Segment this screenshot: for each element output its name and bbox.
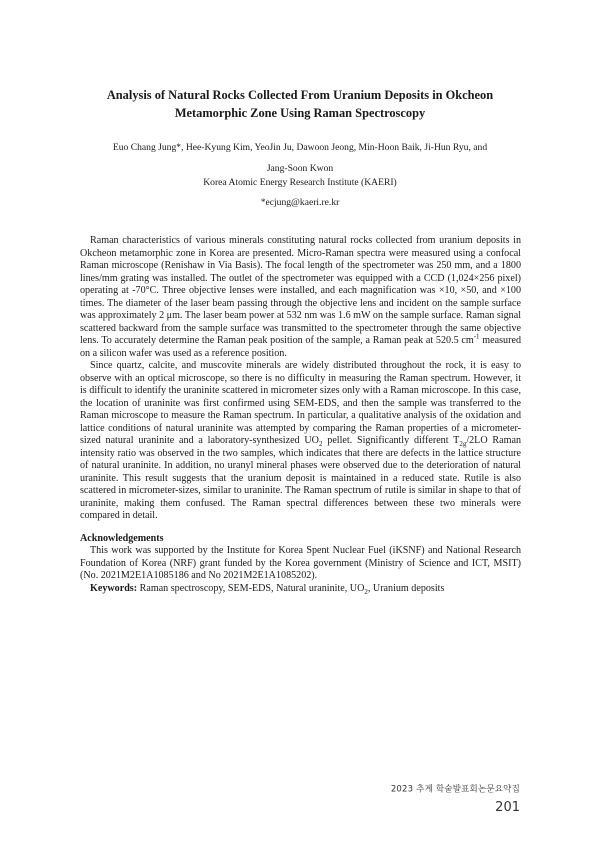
authors-line-1: Euo Chang Jung*, Hee-Kyung Kim, YeoJin Ju, Dawoon Jeong, Min-Hoon Baik, Ji-Hun Ryu, and	[112, 142, 488, 153]
subscript-2g: 2g	[459, 440, 467, 449]
authors-line-2: Jang-Soon Kwon	[266, 163, 334, 174]
superscript-minus-one: -1	[473, 332, 480, 341]
page-number: 201	[495, 800, 520, 815]
abstract-body	[80, 235, 521, 595]
keywords-subscript: 2	[364, 587, 368, 596]
keywords-label: Keywords:	[90, 582, 138, 594]
paragraph-methods-tail: measured on a silicon wafer was used as a reference position.	[80, 335, 521, 359]
subscript-2: 2	[318, 440, 323, 449]
paper-title	[60, 86, 540, 122]
proceedings-label: 2023 추계 학술발표회논문요약집	[390, 784, 520, 795]
paragraph-results-text-c: /2LO Raman intensity ratio was observed in the two samples, which indicates that there are defects in the lattice structure of natural uraninite. In addition, no uranyl mineral phases were observed due to the deterioration of natural uraninite. This result suggests that the uranium deposit is maintained in a reduced state. Rutile is also scattered in micrometer-sizes, similar to uraninite. The Raman spectrum of rutile is similar in shape to that of uraninite, making them confused. The Raman spectral differences between these two minerals were compared in detail.	[80, 435, 522, 521]
paragraph-results-text-a: Since quartz, calcite, and muscovite minerals are widely distributed throughout the rock, it is easy to observe with an optical microscope, so there is no difficulty in measuring the Raman spectrum. However, it is difficult to identify the uraninite scattered in micrometer sizes only with a Raman microscope. In this case, the location of uraninite was first confirmed using SEM-EDS, and then the sample was transferred to the Raman microscope to measure the Raman spectrum. In particular, a qualitative analysis of the oxidation and lattice conditions of natural uraninite was attempted by comparing the Raman properties of a micrometer-sized natural uraninite and a laboratory-synthesized UO	[80, 360, 521, 446]
paragraph-methods	[80, 235, 521, 360]
paragraph-results-text-b: pellet. Significantly different T	[322, 435, 460, 446]
title-line-1: Analysis of Natural Rocks Collected From Uranium Deposits in Okcheon	[106, 88, 494, 102]
page-footer	[370, 778, 520, 816]
author-list	[80, 137, 520, 179]
affiliation: Korea Atomic Energy Research Institute (KAERI)	[203, 177, 397, 188]
keywords-line	[80, 583, 521, 596]
acknowledgements-heading: Acknowledgements	[80, 532, 164, 544]
paragraph-methods-text: Raman characteristics of various minerals constituting natural rocks collected from uranium deposits in Okcheon metamorphic zone in Korea are presented. Micro-Raman spectra were measured using a confocal Raman microscope (Renishaw in Via Basis). The focal length of the spectrometer was 250 mm, and a 1800 lines/mm grating was installed. The outlet of the spectrometer was equipped with a CCD (1,024×256 pixel) operating at -70°C. Three objective lenses were installed, and each magnification was ×10, ×50, and ×100 times. The diameter of the laser beam passing through the objective lens and incident on the sample surface was approximately 2 μm. The laser beam power at 532 nm was 1.6 mW on the sample surface. Raman signal scattered backward from the sample surface was transmitted to the spectrometer through the same objective lens. To accurately determine the Raman peak position of the sample, a Raman peak at 520.5 cm	[80, 235, 521, 346]
title-line-2: Metamorphic Zone Using Raman Spectroscopy	[174, 106, 426, 120]
keywords-text-a: Raman spectroscopy, SEM-EDS, Natural uraninite, UO	[137, 582, 365, 594]
paragraph-results	[80, 360, 521, 523]
acknowledgements-text: This work was supported by the Institute for Korea Spent Nuclear Fuel (iKSNF) and National Research Foundation of Korea (NRF) grant funded by the Korea government (Ministry of Science and ICT, MSIT) (No. 2021M2E1A1085186 and No 2021M2E1A1085202).	[80, 545, 521, 581]
corresponding-email: *ecjung@kaeri.re.kr	[260, 197, 340, 208]
keywords-text-b: , Uranium deposits	[367, 582, 445, 594]
